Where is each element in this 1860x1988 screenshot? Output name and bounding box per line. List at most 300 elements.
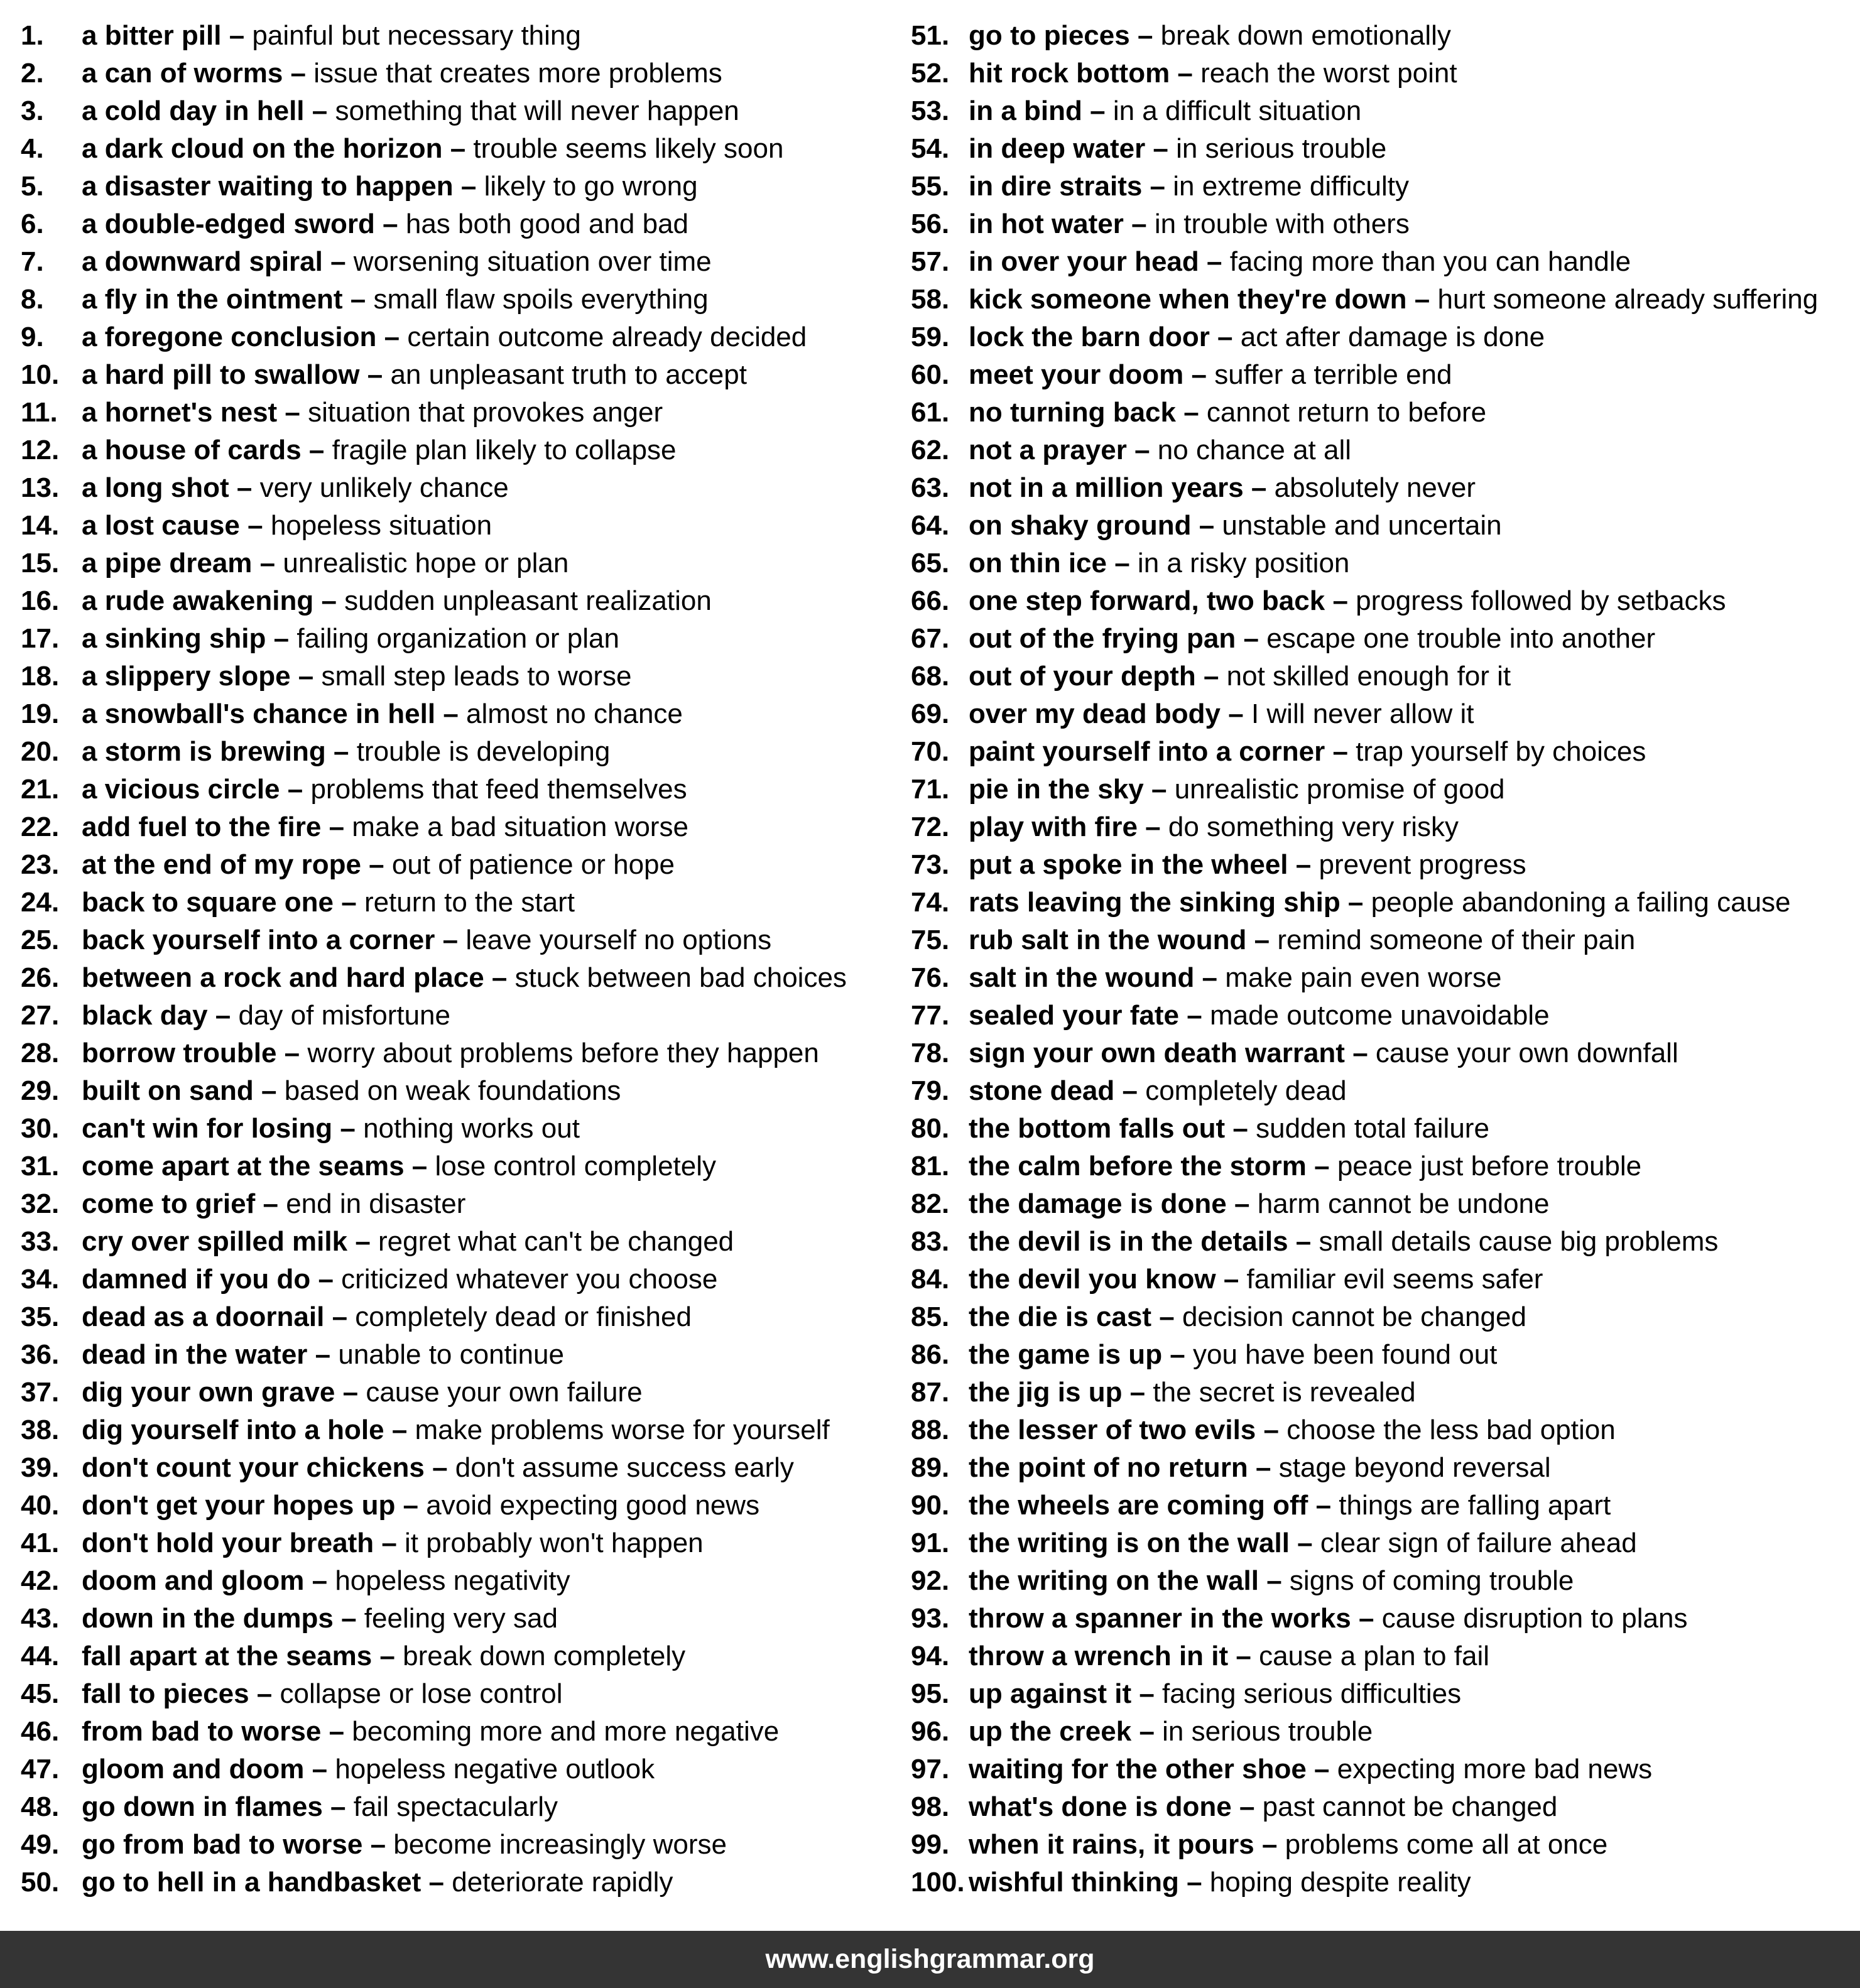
idiom-phrase: pie in the sky bbox=[969, 774, 1144, 805]
item-text bbox=[969, 130, 1386, 168]
idiom-definition: make problems worse for yourself bbox=[415, 1415, 830, 1445]
item-number: 93. bbox=[911, 1603, 950, 1634]
idiom-definition: don't assume success early bbox=[455, 1452, 794, 1483]
idiom-definition: cause a plan to fail bbox=[1259, 1641, 1489, 1671]
list-item bbox=[911, 997, 1860, 1035]
item-number: 83. bbox=[911, 1226, 950, 1257]
item-text bbox=[82, 1675, 562, 1713]
dash-separator: – bbox=[333, 1603, 364, 1634]
idiom-phrase: waiting for the other shoe bbox=[969, 1754, 1307, 1784]
item-number: 60. bbox=[911, 359, 950, 390]
dash-separator: – bbox=[1306, 1754, 1337, 1784]
idiom-phrase: come apart at the seams bbox=[82, 1151, 405, 1181]
idiom-definition: stuck between bad choices bbox=[514, 962, 847, 993]
item-number: 19. bbox=[21, 698, 60, 729]
item-number: 75. bbox=[911, 925, 950, 955]
list-item bbox=[21, 168, 911, 205]
item-text bbox=[969, 1788, 1557, 1826]
idiom-phrase: salt in the wound bbox=[969, 962, 1195, 993]
list-item bbox=[911, 695, 1860, 733]
idiom-definition: hopeless negativity bbox=[335, 1565, 570, 1596]
item-text bbox=[82, 545, 568, 582]
item-text bbox=[969, 432, 1351, 469]
item-number: 82. bbox=[911, 1188, 950, 1219]
item-number: 95. bbox=[911, 1678, 950, 1709]
idiom-definition: stage beyond reversal bbox=[1278, 1452, 1551, 1483]
idiom-definition: small step leads to worse bbox=[321, 661, 632, 692]
dash-separator: – bbox=[310, 1264, 342, 1295]
idiom-phrase: meet your doom bbox=[969, 359, 1184, 390]
item-number: 70. bbox=[911, 736, 950, 767]
list-item bbox=[21, 1638, 911, 1675]
item-number: 80. bbox=[911, 1113, 950, 1144]
item-text bbox=[969, 1223, 1718, 1261]
dash-separator: – bbox=[335, 1377, 366, 1408]
idiom-phrase: hit rock bottom bbox=[969, 58, 1170, 89]
idiom-phrase: back to square one bbox=[82, 887, 334, 918]
idiom-phrase: stone dead bbox=[969, 1075, 1115, 1106]
idiom-phrase: a disaster waiting to happen bbox=[82, 171, 454, 202]
dash-separator: – bbox=[321, 812, 352, 842]
item-number: 58. bbox=[911, 284, 950, 315]
dash-separator: – bbox=[1254, 1829, 1285, 1860]
dash-separator: – bbox=[1142, 171, 1173, 202]
item-text bbox=[82, 1600, 558, 1638]
list-item bbox=[21, 1826, 911, 1864]
item-number: 66. bbox=[911, 585, 950, 616]
list-item bbox=[911, 130, 1860, 168]
item-text bbox=[969, 582, 1726, 620]
list-item bbox=[21, 1336, 911, 1374]
list-item bbox=[911, 55, 1860, 92]
idiom-phrase: come to grief bbox=[82, 1188, 256, 1219]
idiom-phrase: go to pieces bbox=[969, 20, 1130, 51]
item-text bbox=[82, 281, 709, 318]
item-number: 15. bbox=[21, 548, 60, 578]
idiom-phrase: out of your depth bbox=[969, 661, 1196, 692]
dash-separator: – bbox=[253, 1075, 285, 1106]
dash-separator: – bbox=[334, 887, 364, 918]
item-text bbox=[969, 846, 1526, 884]
idiom-list-column-right bbox=[911, 17, 1860, 1901]
list-item bbox=[21, 846, 911, 884]
dash-separator: – bbox=[280, 774, 311, 805]
dash-separator: – bbox=[1243, 472, 1275, 503]
item-number: 50. bbox=[21, 1867, 60, 1898]
idiom-phrase: fall to pieces bbox=[82, 1678, 249, 1709]
dash-separator: – bbox=[1288, 1226, 1319, 1257]
item-text bbox=[969, 1411, 1616, 1449]
item-number: 71. bbox=[911, 774, 950, 805]
list-item bbox=[911, 1864, 1860, 1901]
idiom-definition: break down completely bbox=[403, 1641, 686, 1671]
item-text bbox=[82, 168, 698, 205]
item-number: 47. bbox=[21, 1754, 60, 1784]
idiom-definition: unstable and uncertain bbox=[1222, 510, 1502, 541]
list-item bbox=[21, 55, 911, 92]
idiom-definition: reach the worst point bbox=[1200, 58, 1457, 89]
dash-separator: – bbox=[421, 1867, 452, 1898]
idiom-phrase: wishful thinking bbox=[969, 1867, 1179, 1898]
idiom-definition: feeling very sad bbox=[364, 1603, 558, 1634]
idiom-phrase: in deep water bbox=[969, 133, 1146, 164]
idiom-phrase: rats leaving the sinking ship bbox=[969, 887, 1341, 918]
idiom-definition: criticized whatever you choose bbox=[341, 1264, 718, 1295]
item-text bbox=[82, 1638, 685, 1675]
list-item bbox=[911, 658, 1860, 695]
item-text bbox=[82, 808, 688, 846]
dash-separator: – bbox=[1225, 1113, 1256, 1144]
item-text bbox=[82, 658, 632, 695]
idiom-definition: hoping despite reality bbox=[1209, 1867, 1471, 1898]
dash-separator: – bbox=[1325, 736, 1356, 767]
item-text bbox=[82, 1072, 621, 1110]
item-number: 27. bbox=[21, 1000, 60, 1031]
dash-separator: – bbox=[374, 209, 406, 239]
idiom-definition: signs of coming trouble bbox=[1289, 1565, 1574, 1596]
dash-separator: – bbox=[347, 1226, 379, 1257]
item-text bbox=[969, 1336, 1497, 1374]
idiom-phrase: the die is cast bbox=[969, 1301, 1152, 1332]
idiom-definition: based on weak foundations bbox=[284, 1075, 621, 1106]
item-number: 68. bbox=[911, 661, 950, 692]
idiom-phrase: the calm before the storm bbox=[969, 1151, 1307, 1181]
item-text bbox=[82, 1713, 779, 1751]
dash-separator: – bbox=[435, 925, 466, 955]
item-text bbox=[82, 1374, 643, 1411]
idiom-phrase: a storm is brewing bbox=[82, 736, 326, 767]
item-number: 46. bbox=[21, 1716, 60, 1747]
list-item bbox=[21, 771, 911, 808]
item-number: 98. bbox=[911, 1791, 950, 1822]
idiom-definition: in serious trouble bbox=[1162, 1716, 1373, 1747]
idiom-phrase: a hard pill to swallow bbox=[82, 359, 360, 390]
dash-separator: – bbox=[1137, 812, 1168, 842]
idiom-phrase: the wheels are coming off bbox=[969, 1490, 1308, 1521]
dash-separator: – bbox=[1325, 585, 1356, 616]
idiom-definition: in a risky position bbox=[1137, 548, 1350, 578]
item-number: 91. bbox=[911, 1528, 950, 1558]
item-text bbox=[82, 1788, 558, 1826]
list-item bbox=[21, 205, 911, 243]
idiom-phrase: rub salt in the wound bbox=[969, 925, 1247, 955]
item-text bbox=[969, 1713, 1373, 1751]
idiom-definition: sudden unpleasant realization bbox=[344, 585, 712, 616]
list-item bbox=[21, 507, 911, 545]
item-number: 69. bbox=[911, 698, 950, 729]
item-number: 33. bbox=[21, 1226, 60, 1257]
item-number: 9. bbox=[21, 322, 44, 352]
list-item bbox=[911, 205, 1860, 243]
dash-separator: – bbox=[1288, 849, 1319, 880]
list-item bbox=[21, 281, 911, 318]
idiom-phrase: go down in flames bbox=[82, 1791, 323, 1822]
item-text bbox=[969, 620, 1655, 658]
dash-separator: – bbox=[1114, 1075, 1146, 1106]
idiom-definition: made outcome unavoidable bbox=[1209, 1000, 1550, 1031]
item-number: 86. bbox=[911, 1339, 950, 1370]
list-item bbox=[21, 1185, 911, 1223]
item-text bbox=[82, 771, 687, 808]
dash-separator: – bbox=[1082, 95, 1113, 126]
list-item bbox=[911, 394, 1860, 432]
list-item bbox=[911, 318, 1860, 356]
idiom-definition: cause your own downfall bbox=[1375, 1038, 1678, 1068]
item-text bbox=[82, 1336, 564, 1374]
dash-separator: – bbox=[1195, 661, 1227, 692]
idiom-definition: likely to go wrong bbox=[484, 171, 698, 202]
idiom-definition: break down emotionally bbox=[1160, 20, 1451, 51]
idiom-phrase: the game is up bbox=[969, 1339, 1163, 1370]
dash-separator: – bbox=[442, 133, 474, 164]
idiom-definition: not skilled enough for it bbox=[1226, 661, 1511, 692]
list-item bbox=[21, 733, 911, 771]
item-text bbox=[969, 1148, 1641, 1185]
dash-separator: – bbox=[1306, 1151, 1337, 1181]
idiom-definition: in extreme difficulty bbox=[1173, 171, 1410, 202]
item-number: 67. bbox=[911, 623, 950, 654]
dash-separator: – bbox=[1194, 962, 1226, 993]
item-number: 54. bbox=[911, 133, 950, 164]
dash-separator: – bbox=[324, 1301, 356, 1332]
idiom-definition: expecting more bad news bbox=[1337, 1754, 1653, 1784]
idiom-phrase: go from bad to worse bbox=[82, 1829, 363, 1860]
idiom-phrase: fall apart at the seams bbox=[82, 1641, 373, 1671]
idiom-phrase: back yourself into a corner bbox=[82, 925, 435, 955]
idiom-definition: very unlikely chance bbox=[259, 472, 509, 503]
dash-separator: – bbox=[221, 20, 253, 51]
list-item bbox=[911, 432, 1860, 469]
item-text bbox=[82, 1411, 830, 1449]
item-text bbox=[82, 243, 712, 281]
list-item bbox=[911, 846, 1860, 884]
item-text bbox=[82, 432, 676, 469]
idiom-definition: you have been found out bbox=[1193, 1339, 1498, 1370]
item-number: 34. bbox=[21, 1264, 60, 1295]
list-item bbox=[21, 1449, 911, 1487]
idiom-definition: escape one trouble into another bbox=[1266, 623, 1656, 654]
item-number: 74. bbox=[911, 887, 950, 918]
dash-separator: – bbox=[301, 435, 332, 465]
list-item bbox=[911, 545, 1860, 582]
idiom-definition: completely dead or finished bbox=[355, 1301, 692, 1332]
item-text bbox=[82, 469, 509, 507]
list-item bbox=[21, 318, 911, 356]
list-item bbox=[21, 545, 911, 582]
idiom-definition: deteriorate rapidly bbox=[452, 1867, 673, 1898]
item-text bbox=[82, 1864, 673, 1901]
idiom-definition: unrealistic hope or plan bbox=[283, 548, 569, 578]
dash-separator: – bbox=[1256, 1415, 1287, 1445]
list-item bbox=[911, 582, 1860, 620]
item-number: 48. bbox=[21, 1791, 60, 1822]
list-item bbox=[911, 168, 1860, 205]
idiom-definition: worsening situation over time bbox=[353, 246, 712, 277]
item-text bbox=[969, 1638, 1489, 1675]
item-number: 41. bbox=[21, 1528, 60, 1558]
item-number: 99. bbox=[911, 1829, 950, 1860]
item-number: 40. bbox=[21, 1490, 60, 1521]
idiom-phrase: from bad to worse bbox=[82, 1716, 322, 1747]
list-item bbox=[911, 356, 1860, 394]
idiom-phrase: in a bind bbox=[969, 95, 1082, 126]
idiom-definition: in trouble with others bbox=[1154, 209, 1410, 239]
dash-separator: – bbox=[1131, 1716, 1163, 1747]
item-number: 24. bbox=[21, 887, 60, 918]
item-number: 37. bbox=[21, 1377, 60, 1408]
item-text bbox=[969, 545, 1349, 582]
idiom-phrase: up against it bbox=[969, 1678, 1132, 1709]
item-number: 30. bbox=[21, 1113, 60, 1144]
list-item bbox=[21, 997, 911, 1035]
idiom-phrase: dead as a doornail bbox=[82, 1301, 325, 1332]
item-number: 62. bbox=[911, 435, 950, 465]
idiom-definition: problems come all at once bbox=[1285, 1829, 1608, 1860]
list-item bbox=[911, 959, 1860, 997]
idiom-definition: make a bad situation worse bbox=[352, 812, 688, 842]
dash-separator: – bbox=[361, 849, 392, 880]
dash-separator: – bbox=[1308, 1490, 1339, 1521]
item-text bbox=[969, 1035, 1678, 1072]
idiom-phrase: a rude awakening bbox=[82, 585, 314, 616]
item-number: 23. bbox=[21, 849, 60, 880]
idiom-phrase: the devil you know bbox=[969, 1264, 1216, 1295]
list-item bbox=[911, 808, 1860, 846]
item-text bbox=[969, 243, 1631, 281]
list-item bbox=[911, 1487, 1860, 1524]
item-text bbox=[82, 1562, 570, 1600]
idiom-phrase: a house of cards bbox=[82, 435, 302, 465]
item-number: 20. bbox=[21, 736, 60, 767]
idiom-definition: do something very risky bbox=[1168, 812, 1459, 842]
item-number: 28. bbox=[21, 1038, 60, 1068]
item-number: 53. bbox=[911, 95, 950, 126]
dash-separator: – bbox=[1226, 1188, 1258, 1219]
item-number: 96. bbox=[911, 1716, 950, 1747]
item-text bbox=[969, 1449, 1551, 1487]
dash-separator: – bbox=[1170, 58, 1201, 89]
idiom-definition: hopeless situation bbox=[270, 510, 492, 541]
idiom-definition: almost no chance bbox=[466, 698, 683, 729]
list-item bbox=[21, 1223, 911, 1261]
item-text bbox=[969, 1298, 1526, 1336]
item-text bbox=[82, 1487, 759, 1524]
list-item bbox=[911, 1185, 1860, 1223]
item-number: 57. bbox=[911, 246, 950, 277]
item-text bbox=[82, 1185, 465, 1223]
item-number: 81. bbox=[911, 1151, 950, 1181]
idiom-definition: an unpleasant truth to accept bbox=[390, 359, 747, 390]
list-item bbox=[21, 921, 911, 959]
item-number: 26. bbox=[21, 962, 60, 993]
idiom-phrase: the lesser of two evils bbox=[969, 1415, 1256, 1445]
item-text bbox=[82, 1524, 704, 1562]
list-item bbox=[911, 1148, 1860, 1185]
item-text bbox=[969, 1524, 1637, 1562]
list-item bbox=[21, 17, 911, 55]
item-number: 1. bbox=[21, 20, 44, 51]
dash-separator: – bbox=[395, 1490, 427, 1521]
idiom-definition: small flaw spoils everything bbox=[373, 284, 709, 315]
idiom-definition: worry about problems before they happen bbox=[307, 1038, 819, 1068]
list-item bbox=[21, 620, 911, 658]
item-number: 14. bbox=[21, 510, 60, 541]
dash-separator: – bbox=[313, 585, 345, 616]
list-item bbox=[21, 884, 911, 921]
idiom-phrase: a long shot bbox=[82, 472, 229, 503]
item-text bbox=[969, 695, 1474, 733]
list-item bbox=[911, 1713, 1860, 1751]
item-number: 88. bbox=[911, 1415, 950, 1445]
dash-separator: – bbox=[290, 661, 322, 692]
list-item bbox=[911, 733, 1860, 771]
list-item bbox=[21, 1261, 911, 1298]
dash-separator: – bbox=[321, 1716, 352, 1747]
item-number: 7. bbox=[21, 246, 44, 277]
item-number: 32. bbox=[21, 1188, 60, 1219]
idiom-phrase: out of the frying pan bbox=[969, 623, 1236, 654]
list-item bbox=[21, 1524, 911, 1562]
idiom-definition: hurt someone already suffering bbox=[1437, 284, 1819, 315]
idiom-definition: nothing works out bbox=[363, 1113, 580, 1144]
item-text bbox=[969, 1487, 1611, 1524]
idiom-phrase: paint yourself into a corner bbox=[969, 736, 1325, 767]
list-item bbox=[911, 1223, 1860, 1261]
item-text bbox=[969, 1600, 1687, 1638]
list-item bbox=[911, 1035, 1860, 1072]
dash-separator: – bbox=[1178, 1867, 1210, 1898]
dash-separator: – bbox=[1344, 1038, 1376, 1068]
dash-separator: – bbox=[342, 284, 374, 315]
item-text bbox=[969, 1675, 1461, 1713]
dash-separator: – bbox=[277, 397, 308, 428]
idiom-phrase: go to hell in a handbasket bbox=[82, 1867, 421, 1898]
dash-separator: – bbox=[1143, 774, 1175, 805]
dash-separator: – bbox=[1191, 510, 1222, 541]
item-number: 18. bbox=[21, 661, 60, 692]
item-text bbox=[969, 507, 1502, 545]
dash-separator: – bbox=[1183, 359, 1215, 390]
idiom-definition: lose control completely bbox=[435, 1151, 717, 1181]
item-text bbox=[969, 92, 1361, 130]
dash-separator: – bbox=[1340, 887, 1371, 918]
list-item bbox=[911, 921, 1860, 959]
list-item bbox=[21, 695, 911, 733]
item-text bbox=[82, 1035, 819, 1072]
idiom-definition: hopeless negative outlook bbox=[335, 1754, 655, 1784]
item-number: 65. bbox=[911, 548, 950, 578]
dash-separator: – bbox=[229, 472, 260, 503]
idiom-phrase: a sinking ship bbox=[82, 623, 266, 654]
idiom-definition: fragile plan likely to collapse bbox=[332, 435, 677, 465]
idiom-phrase: in dire straits bbox=[969, 171, 1143, 202]
item-text bbox=[969, 17, 1451, 55]
idiom-definition: people abandoning a failing cause bbox=[1371, 887, 1791, 918]
idiom-definition: clear sign of failure ahead bbox=[1320, 1528, 1637, 1558]
dash-separator: – bbox=[1216, 1264, 1247, 1295]
dash-separator: – bbox=[1176, 397, 1207, 428]
item-text bbox=[82, 582, 712, 620]
idiom-phrase: not a prayer bbox=[969, 435, 1127, 465]
item-number: 16. bbox=[21, 585, 60, 616]
list-item bbox=[911, 1449, 1860, 1487]
list-item bbox=[911, 1600, 1860, 1638]
idiom-phrase: what's done is done bbox=[969, 1791, 1232, 1822]
dash-separator: – bbox=[1126, 435, 1158, 465]
idiom-definition: peace just before trouble bbox=[1337, 1151, 1642, 1181]
idiom-definition: out of patience or hope bbox=[391, 849, 675, 880]
idiom-list-column-left bbox=[21, 17, 911, 1901]
